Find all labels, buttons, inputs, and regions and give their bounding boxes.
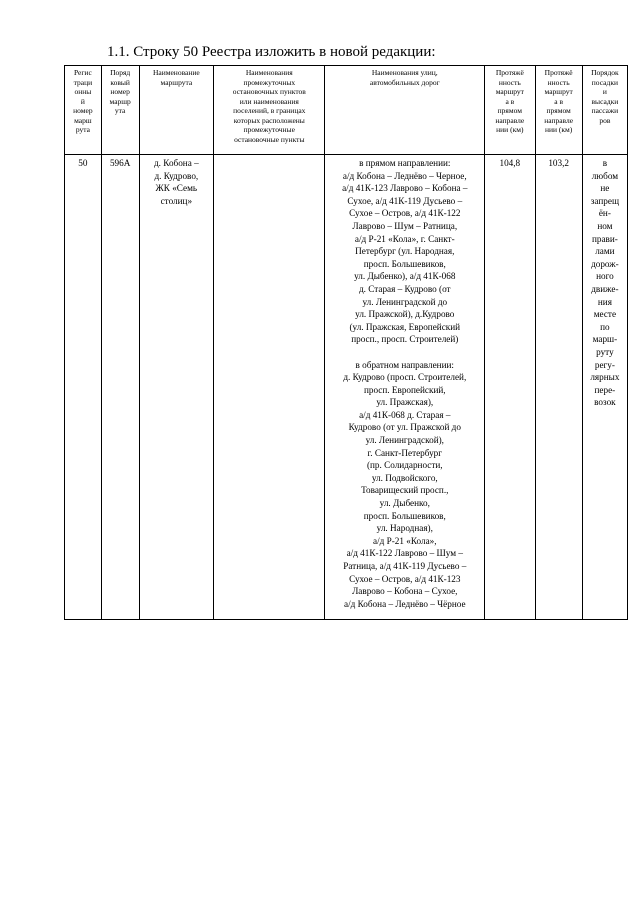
text-line: прави- (591, 233, 618, 244)
text-line: Регис (73, 68, 92, 77)
text-line: ул. Ленинградской), (365, 435, 444, 446)
forward-direction-label: в прямом направлении: (359, 158, 451, 168)
text-line: направле (495, 115, 525, 125)
header-boarding-order (582, 66, 627, 155)
text-line: а/д Кобона – Леднёво – Чёрное (344, 598, 466, 609)
cell-reg-number: 50 (65, 155, 102, 620)
text-line: маршр (109, 96, 131, 106)
text-line: прямом (546, 106, 571, 115)
text-line: посадки (591, 77, 618, 87)
text-line: в (602, 158, 608, 168)
amendment-heading: 1.1. Строку 50 Реестра изложить в новой редакции: (107, 44, 436, 60)
text-line: дорож- (591, 258, 619, 269)
text-line: Петербург (ул. Народная, (355, 246, 455, 257)
text-line: лярных (590, 372, 620, 383)
text-line: ул. Пражской), д.Кудрово (355, 309, 455, 320)
text-line: регу- (594, 359, 615, 370)
table-header-row (65, 66, 628, 155)
text-line: Лаврово – Шум – Ратница, (352, 220, 458, 231)
forward-route-streets (327, 170, 482, 346)
text-line: промежуточные (243, 125, 295, 134)
text-line: движе- (591, 283, 619, 294)
cell-boarding-order (582, 155, 627, 620)
text-line: Порядок (591, 68, 619, 77)
text-line: ул. Подвойского, (371, 472, 438, 483)
text-line: высадки (591, 96, 619, 106)
text-line: а/д 41К-123 Лаврово – Кобона – (342, 183, 468, 194)
text-line: траци (73, 77, 93, 87)
text-line: или наименования (239, 96, 299, 106)
text-line: ул. Народная), (376, 523, 433, 534)
text-line: пере- (594, 384, 616, 395)
text-line: ного (596, 271, 614, 282)
text-line: д. Кудрово, (154, 170, 199, 181)
text-line: Кудрово (от ул. Пражской до (348, 422, 461, 433)
text-line: марш (74, 115, 92, 125)
text-line: а в (505, 96, 515, 106)
text-line: которых расположены (233, 115, 305, 125)
text-line: и (602, 87, 607, 96)
text-line: д. Кудрово (просп. Строителей, (343, 372, 467, 383)
reverse-route-streets (327, 371, 482, 610)
cell-length-1: 104,8 (485, 155, 535, 620)
text-line: пассажи (591, 106, 619, 115)
text-line: ён- (598, 208, 611, 219)
text-line: руту (596, 346, 614, 357)
text-line: нии (км) (496, 125, 524, 134)
text-line: месте (593, 309, 617, 320)
text-line: остановочных пунктов (232, 87, 306, 96)
text-line: Наименования улиц, (371, 68, 438, 77)
header-order-number (101, 66, 139, 155)
text-line: возок (594, 397, 616, 408)
text-line: ров (599, 115, 611, 125)
text-line: просп., просп. Строителей) (351, 334, 459, 345)
text-line: просп. Большевиков, (363, 258, 446, 269)
text-line: маршрута (160, 77, 193, 87)
text-line: ул. Дыбенко), а/д 41К-068 (354, 271, 456, 282)
text-line: запрещ (590, 195, 620, 206)
text-line: а/д 41К-122 Лаврово – Шум – (346, 548, 463, 559)
text-line: ул. Ленинградской до (362, 296, 448, 307)
text-line: Товарищеский просп., (361, 485, 449, 496)
text-line: Ратница, а/д 41К-119 Дусьево – (343, 561, 467, 571)
cell-length-2: 103,2 (535, 155, 582, 620)
text-line: а/д Кобона – Леднёво – Черное, (342, 170, 467, 181)
text-line: (пр. Солидарности, (366, 460, 443, 471)
header-streets-roads (325, 66, 485, 155)
reverse-direction-label: в обратном направлении: (355, 359, 454, 370)
text-line: промежуточных (243, 77, 296, 87)
text-line: а/д Р-21 «Кола», г. Санкт- (354, 233, 455, 244)
text-line: (ул. Пражская, Европейский (349, 321, 461, 332)
text-line: Протяжё (495, 68, 524, 77)
text-line: нии (км) (544, 125, 573, 134)
text-line: ул. Пражская), (376, 397, 434, 408)
header-intermediate-stops (214, 66, 325, 155)
text-line: прямом (497, 106, 522, 115)
header-length-1 (485, 66, 535, 155)
text-line: нность (498, 77, 521, 87)
cell-intermediate-stops (214, 155, 325, 620)
text-line: д. Старая – Кудрово (от (358, 283, 451, 294)
text-line: поселений, в границах (233, 106, 306, 115)
text-line: й (80, 96, 85, 106)
text-line: Сухое, а/д 41К-119 Дусьево – (347, 195, 463, 206)
text-line: номер (73, 106, 93, 115)
cell-order-number: 596А (101, 155, 139, 620)
text-line: марш- (592, 334, 618, 345)
text-line: ул. Дыбенко, (379, 498, 430, 509)
text-line: ЖК «Семь (155, 183, 198, 194)
text-line: по (600, 321, 610, 332)
text-line: онны (74, 87, 92, 96)
text-line: ковый (110, 77, 130, 87)
text-line: нность (547, 77, 570, 87)
text-line: д. Кобона – (154, 158, 199, 168)
cell-streets-roads (325, 155, 485, 620)
text-line: направле (544, 115, 574, 125)
text-line: г. Санкт-Петербург (367, 447, 443, 458)
text-line: маршрут (544, 87, 573, 96)
text-line: Лаврово – Кобона – Сухое, (352, 586, 458, 597)
header-length-2 (535, 66, 582, 155)
text-line: ута (114, 106, 126, 115)
text-line: автомобильных дорог (369, 77, 440, 87)
cell-route-name (139, 155, 214, 620)
text-line: любом (591, 170, 619, 181)
text-line: ном (597, 220, 613, 231)
registry-table (64, 65, 628, 620)
text-line: Поряд (110, 68, 131, 77)
text-line: ния (597, 296, 612, 307)
text-line: Протяжё (544, 68, 573, 77)
text-line: а/д 41К-068 д. Старая – (359, 409, 451, 420)
text-line: Сухое – Остров, а/д 41К-122 (349, 208, 461, 219)
text-line: номер (110, 87, 130, 96)
text-line: просп. Большевиков, (363, 510, 446, 521)
header-route-name (139, 66, 214, 155)
text-line: рута (75, 125, 90, 134)
text-line: а/д Р-21 «Кола», (373, 535, 437, 546)
text-line: Наименование (152, 68, 200, 77)
text-line: просп. Европейский, (363, 384, 446, 395)
text-line: Сухое – Остров, а/д 41К-123 (349, 573, 461, 584)
text-line: маршрут (495, 87, 524, 96)
text-line: лами (595, 246, 615, 257)
text-line: не (600, 183, 610, 194)
text-line: остановочные пункты (234, 134, 305, 144)
header-reg-number (65, 66, 102, 155)
text-line: а в (554, 96, 564, 106)
text-line: Наименования (245, 68, 293, 77)
table-row (65, 155, 628, 620)
text-line: столиц» (160, 195, 193, 206)
